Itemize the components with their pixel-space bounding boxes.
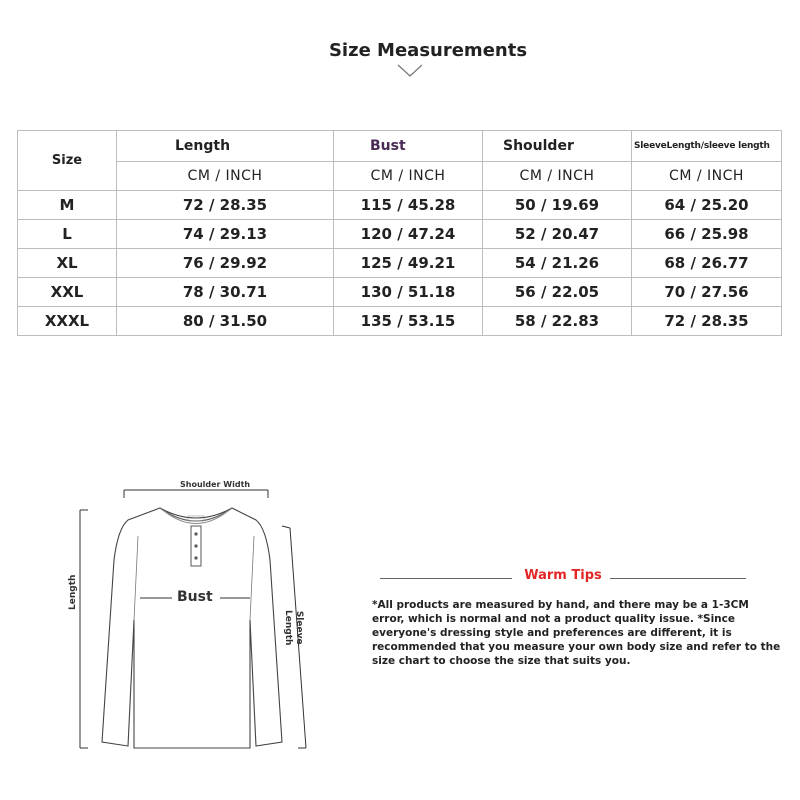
shoulder-cell: 54 / 21.26	[483, 249, 632, 278]
table-header-row	[18, 131, 782, 162]
divider	[610, 578, 746, 579]
shoulder-width-label: Shoulder Width	[180, 480, 251, 489]
unit-label: CM / INCH	[632, 162, 782, 191]
table-row	[18, 220, 782, 249]
length-cell: 80 / 31.50	[117, 307, 334, 336]
sleeve-cell: 68 / 26.77	[632, 249, 782, 278]
unit-label: CM / INCH	[483, 162, 632, 191]
sleeve-length-label	[282, 610, 304, 645]
page-title: Size Measurements	[328, 40, 528, 61]
length-cell: 74 / 29.13	[117, 220, 334, 249]
size-cell: XXL	[18, 278, 117, 307]
bust-column-header: Bust	[334, 131, 483, 162]
length-cell: 76 / 29.92	[117, 249, 334, 278]
sleeve-cell: 66 / 25.98	[632, 220, 782, 249]
table-row	[18, 249, 782, 278]
size-cell: XXXL	[18, 307, 117, 336]
bust-label: Bust	[177, 589, 213, 605]
size-column-header: Size	[18, 131, 117, 191]
length-cell: 78 / 30.71	[117, 278, 334, 307]
unit-label: CM / INCH	[117, 162, 334, 191]
unit-label: CM / INCH	[334, 162, 483, 191]
sleeve-label-line: Length	[283, 610, 293, 646]
bust-cell: 135 / 53.15	[334, 307, 483, 336]
sleeve-cell: 70 / 27.56	[632, 278, 782, 307]
size-cell: XL	[18, 249, 117, 278]
shoulder-cell: 50 / 19.69	[483, 191, 632, 220]
bust-cell: 125 / 49.21	[334, 249, 483, 278]
size-cell: M	[18, 191, 117, 220]
shoulder-column-header: Shoulder	[483, 131, 632, 162]
sleeve-column-header: SleeveLength/sleeve length	[632, 131, 782, 162]
warm-tips-header	[380, 568, 746, 588]
length-column-header: Length	[117, 131, 334, 162]
table-row	[18, 278, 782, 307]
table-row	[18, 191, 782, 220]
bust-cell: 115 / 45.28	[334, 191, 483, 220]
shoulder-cell: 52 / 20.47	[483, 220, 632, 249]
chevron-down-icon	[396, 62, 424, 78]
sleeve-cell: 64 / 25.20	[632, 191, 782, 220]
warm-tips-text: *All products are measured by hand, and there may be a 1-3CM error, which is normal and not a product quality issue. *Since everyone's dressing style and preferences are different, it is recommended that you measure your own body size and refer to the size chart to choose the size that suits you.	[372, 599, 781, 667]
sleeve-label-line: Sleeve	[294, 610, 304, 645]
size-chart-table	[17, 130, 782, 336]
length-label: Length	[68, 574, 78, 610]
table-unit-row	[18, 162, 782, 191]
bust-cell: 120 / 47.24	[334, 220, 483, 249]
shoulder-cell: 56 / 22.05	[483, 278, 632, 307]
sleeve-cell: 72 / 28.35	[632, 307, 782, 336]
shoulder-cell: 58 / 22.83	[483, 307, 632, 336]
bust-cell: 130 / 51.18	[334, 278, 483, 307]
shirt-measurement-diagram	[60, 470, 340, 760]
warm-tips-title: Warm Tips	[524, 568, 602, 583]
size-cell: L	[18, 220, 117, 249]
length-cell: 72 / 28.35	[117, 191, 334, 220]
table-row	[18, 307, 782, 336]
